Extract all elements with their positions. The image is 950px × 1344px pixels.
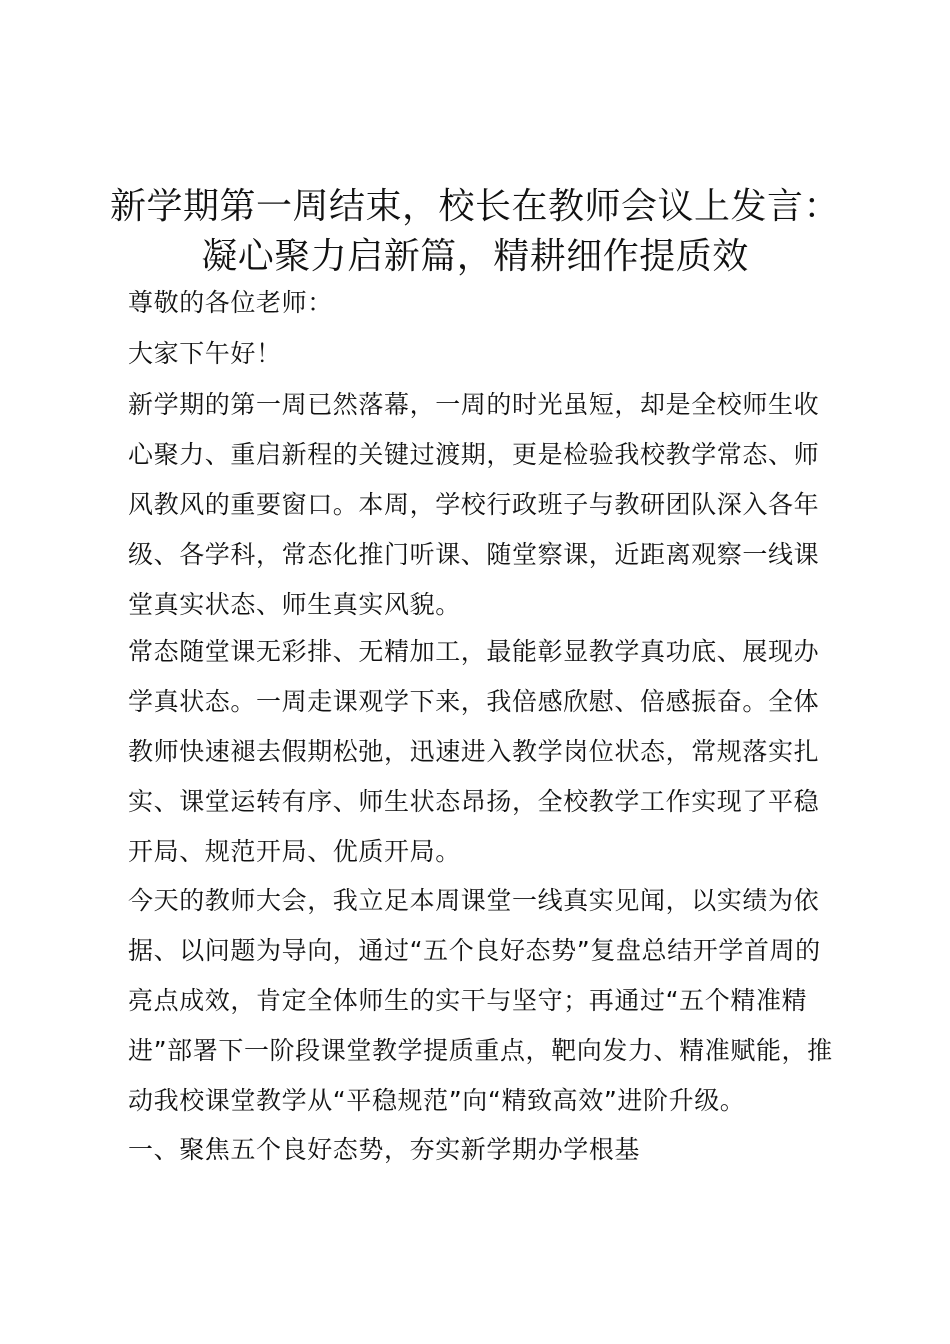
greeting <box>128 329 838 379</box>
section-heading-text: 一、聚焦五个良好态势，夯实新学期办学根基 <box>128 1135 641 1164</box>
paragraph-3 <box>128 876 838 1126</box>
paragraph-text: 新学期的第一周已然落幕，一周的时光虽短，却是全校师生收心聚力、重启新程的关键过渡期，更是检验我校教学常态、师风教风的重要窗口。本周，学校行政班子与教研团队深入各年级、各学科，常态化推门听课、随堂察课，近距离观察一线课堂真实状态、师生真实风貌。 <box>128 390 820 619</box>
paragraph-1 <box>128 380 838 630</box>
greeting-text: 大家下午好！ <box>128 339 282 368</box>
document-title-line-1: 新学期第一周结束，校长在教师会议上发言： <box>109 186 840 227</box>
paragraph-text: 今天的教师大会，我立足本周课堂一线真实见闻，以实绩为依据、以问题为导向，通过“五个良好态势”复盘总结开学首周的亮点成效，肯定全体师生的实干与坚守；再通过“五个精准精进”部署下一阶段课堂教学提质重点，靶向发力、精准赋能，推动我校课堂教学从“平稳规范”向“精致高效”进阶升级。 <box>128 886 833 1115</box>
salutation-text: 尊敬的各位老师： <box>128 288 333 317</box>
paragraph-2 <box>128 627 838 877</box>
document-title-line-2: 凝心聚力启新篇，精耕细作提质效 <box>201 236 749 277</box>
salutation <box>128 278 838 328</box>
paragraph-text: 常态随堂课无彩排、无精加工，最能彰显教学真功底、展现办学真状态。一周走课观学下来，我倍感欣慰、倍感振奋。全体教师快速褪去假期松弛，迅速进入教学岗位状态，常规落实扎实、课堂运转有序、师生状态昂扬，全校教学工作实现了平稳开局、规范开局、优质开局。 <box>128 637 820 866</box>
section-heading-1 <box>128 1125 838 1175</box>
